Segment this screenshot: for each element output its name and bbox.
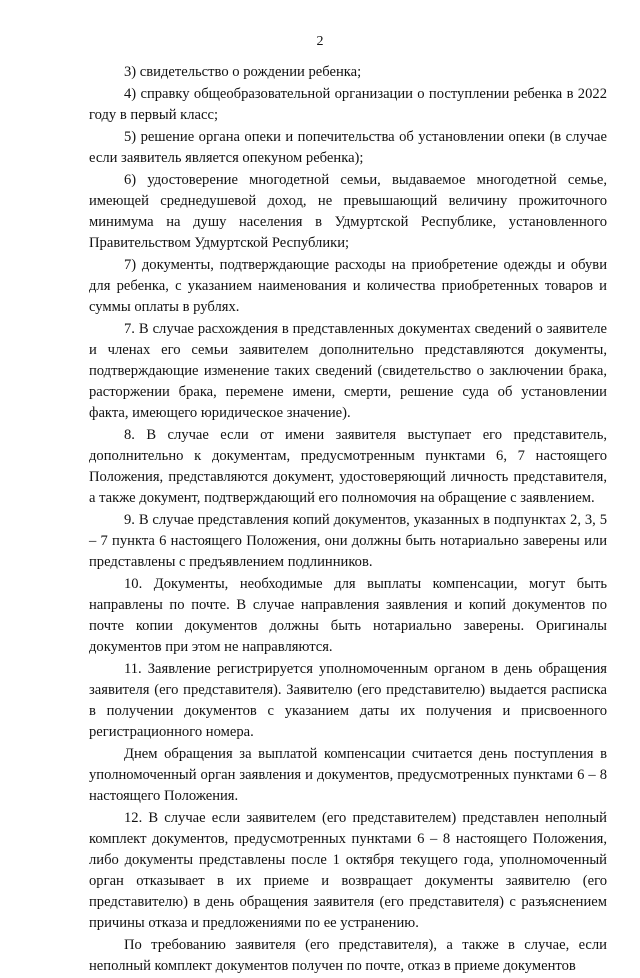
list-item-expense-documents: 7) документы, подтверждающие расходы на приобретение одежды и обуви для ребенка, с указанием наименования и количества приобретенных товаров и суммы оплаты в рублях. (89, 257, 607, 315)
list-item-birth-certificate: 3) свидетельство о рождении ребенка; (124, 64, 362, 80)
page-number: 2 (316, 34, 324, 49)
clause-7: 7. В случае расхождения в представленных документах сведений о заявителе и членах его семьи заявителем дополнительно представляются документы, подтверждающие изменение таких сведений (свидетельство о заключении брака, расторжении брака, перемене имени, смерти, решение суда об установлении факта, имеющего юридическое значение). (89, 321, 607, 421)
clause-8: 8. В случае если от имени заявителя выступает его представитель, дополнительно к документам, предусмотренным пунктами 6, 7 настоящего Положения, представляются документ, удостоверяющий личность представителя, а также документ, подтверждающий его полномочия на обращение с заявлением. (89, 427, 607, 506)
clause-10: 10. Документы, необходимые для выплаты компенсации, могут быть направлены по почте. В случае направления заявления и копий документов по почте копии документов должны быть нотариально заверены. Оригиналы документов при этом не направляются. (89, 576, 607, 655)
clause-9: 9. В случае представления копий документов, указанных в подпунктах 2, 3, 5 – 7 пункта 6 настоящего Положения, они должны быть нотариально заверены или представлены с предъявлением подлинников. (89, 512, 607, 570)
clause-12: 12. В случае если заявителем (его представителем) представлен неполный комплект документов, предусмотренных пунктами 6 – 8 настоящего Положения, либо документы представлены после 1 октября текущего года, уполномоченный орган отказывает в их приеме и возвращает документы заявителю (его представителю) в день обращения заявителя (его представителя) с разъяснением причины отказа и предложениями по ее устранению. (89, 810, 607, 931)
list-item-school-certificate: 4) справку общеобразовательной организации о поступлении ребенка в 2022 году в первый класс; (89, 86, 607, 123)
document-body (89, 62, 607, 978)
clause-11: 11. Заявление регистрируется уполномоченным органом в день обращения заявителя (его представителя). Заявителю (его представителю) выдается расписка в получении документов с указанием даты их получения и присвоенного регистрационного номера. (89, 661, 607, 740)
list-item-guardianship-decision: 5) решение органа опеки и попечительства об установлении опеки (в случае если заявитель является опекуном ребенка); (89, 129, 607, 166)
list-item-large-family-certificate: 6) удостоверение многодетной семьи, выдаваемое многодетной семье, имеющей среднедушевой доход, не превышающий величину прожиточного минимума на душу населения в Удмуртской Республике, установленного Правительством Удмуртской Республики; (89, 172, 607, 251)
clause-11-paragraph-2: Днем обращения за выплатой компенсации считается день поступления в уполномоченный орган заявления и документов, предусмотренных пунктами 6 – 8 настоящего Положения. (89, 746, 607, 804)
clause-12-paragraph-2: По требованию заявителя (его представителя), а также в случае, если неполный комплект документов получен по почте, отказ в приеме документов (89, 937, 607, 974)
